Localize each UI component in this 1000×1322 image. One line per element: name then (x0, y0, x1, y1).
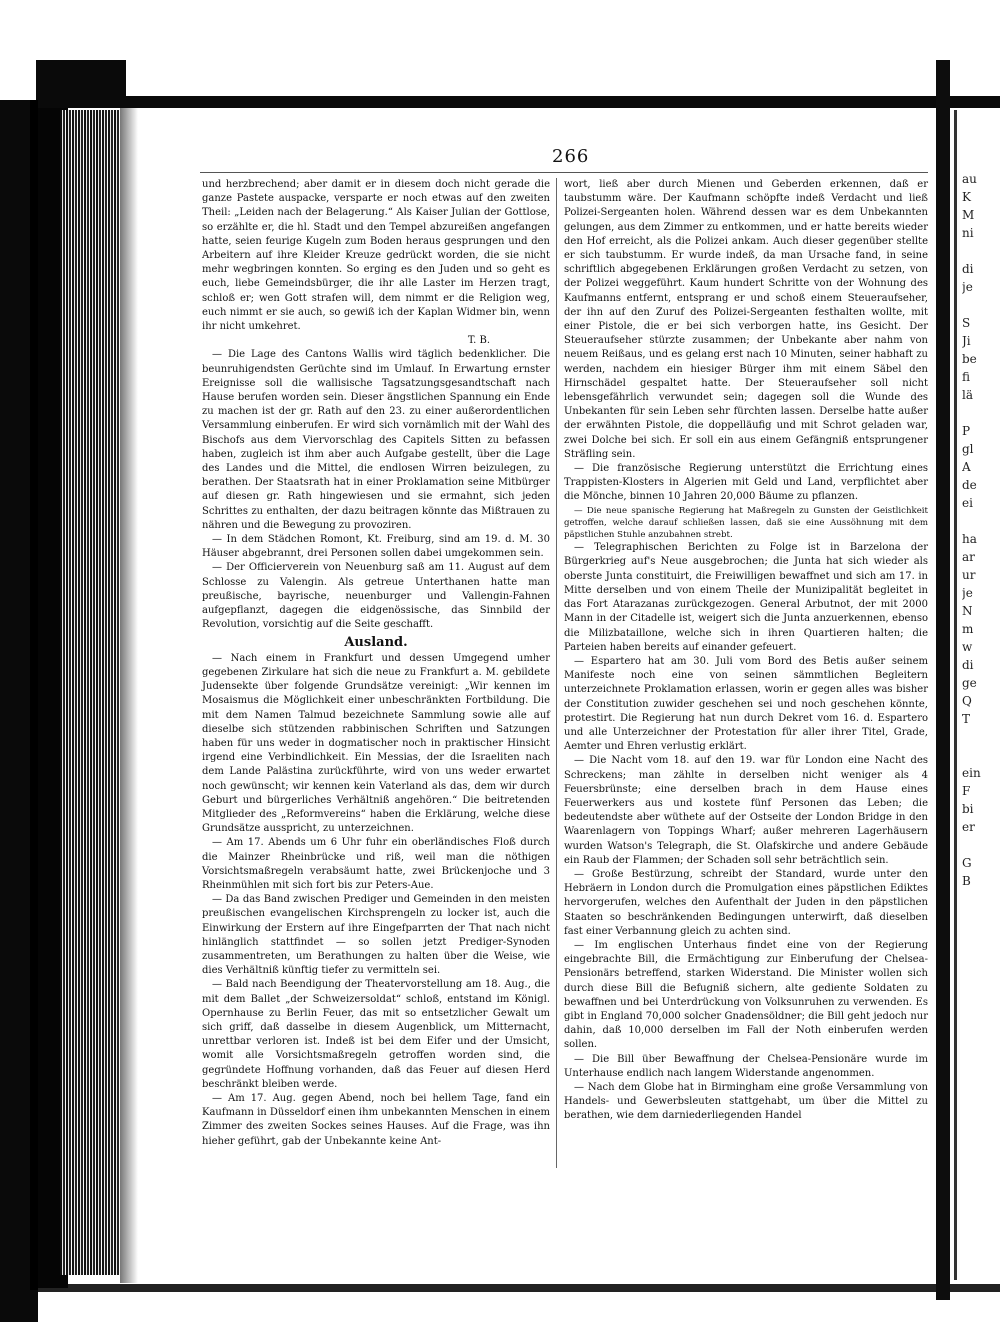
article-paragraph: — Im englischen Unterhaus findet eine von der Regierung eingebrachte Bill, die Ermächtigung zur Einberufung der Chelsea-Pensionärs betreffend, starken Widerstand. Die Minister wollen sich durch diese Bill die Befugniß sichern, alte gediente Soldaten zu bewaffnen und bei Unterdrückung von Volksunruhen zu verwenden. Es gibt in England 70,000 solcher Gnadensöldner; die Bill geht jedoch nur dahin, daß 10,000 derselben im Fall der Noth einberufen werden sollen. (564, 939, 928, 1051)
right-column (564, 178, 928, 1124)
left-column (202, 178, 550, 1149)
article-paragraph: — Am 17. Abends um 6 Uhr fuhr ein oberländisches Floß durch die Mainzer Rheinbrücke und riß, weil man die nöthigen Vorsichtsmaßregeln verabsäumt hatte, zwei Brückenjoche und 3 Rheinmühlen mit sich fort bis zur Peters-Aue. (202, 837, 550, 891)
scan-border-right (936, 60, 950, 1300)
facing-page-text-fragment: er (962, 820, 975, 834)
facing-page-text-fragment: fi (962, 370, 971, 384)
page-number: 266 (552, 146, 590, 167)
facing-page-text-fragment: G (962, 856, 972, 870)
article-paragraph-small: — Die neue spanische Regierung hat Maßregeln zu Gunsten der Geistlichkeit getroffen, welche darauf schließen lassen, daß sie eine Aussöhnung mit dem päpstlichen Stuhle anzubahnen strebt. (564, 505, 928, 541)
facing-page-text-fragment: bi (962, 802, 974, 816)
facing-page-text-fragment: ur (962, 568, 976, 582)
facing-page-text-fragment: A (962, 460, 971, 474)
section-heading: Ausland. (344, 634, 408, 650)
facing-page-text-fragment: ge (962, 676, 977, 690)
article-paragraph: — Die Lage des Cantons Wallis wird täglich bedenklicher. Die beunruhigendsten Gerüchte sind im Umlauf. In Erwartung ernster Ereignisse soll die wallisische Tagsatzungsgesandtschaft nach Hause berufen worden sein. Dieser ängstlichen Spannung ein Ende zu machen ist der gr. Rath auf den 23. zu einer außerordentlichen Versammlung einberufen. Er wird sich vornämlich mit der Wahl des Bischofs aus dem Viervorschlag des Capitels Sitten zu befassen haben, zugleich ist ihm aber auch Aufgabe gestellt, über die Lage des Landes und die Mittel, die endlosen Wirren beizulegen, zu berathen. Der Staatsrath hat in einer Proklamation seine Mitbürger auf diesen gr. Rath hingewiesen und sie ermahnt, sich jeden Schrittes zu enthalten, der dazu beitragen könnte das Mißtrauen zu nähren und die Bewegung zu provoziren. (202, 349, 550, 531)
facing-page-fragment (962, 170, 1000, 1230)
article-paragraph: — Telegraphischen Berichten zu Folge ist in Barzelona der Bürgerkrieg auf's Neue ausgebrochen; die Junta hat sich wieder als oberste Junta constituirt, die Freiwilligen bewaffnet und sich am 17. in Mitte derselben und von einem Theile der Munizipalität begleitet in das Fort Atarazanas zurückgezogen. General Arbutnot, der mit 2000 Mann in der Citadelle ist, weigert sich die Junta anzuerkennen, ebenso die Milizbataillone, welche sich in ihren Quartieren halten; die Parteien haben bereits auf einander gefeuert. (564, 542, 928, 653)
facing-page-text-fragment: w (962, 640, 973, 654)
facing-page-text-fragment (962, 296, 1000, 314)
scan-border-top (38, 96, 1000, 108)
article-paragraph: — Am 17. Aug. gegen Abend, noch bei hellem Tage, fand ein Kaufmann in Düsseldorf einen ihm unbekannten Menschen in einem Zimmer des zweiten Sockes seines Hauses. Auf die Frage, was ihn hieher geführt, gab der Unbekannte keine Ant- (202, 1093, 550, 1147)
facing-page-text-fragment: di (962, 658, 974, 672)
facing-page-text-fragment: ei (962, 496, 973, 510)
facing-page-text-fragment (962, 728, 1000, 746)
article-paragraph: — Die französische Regierung unterstützt die Errichtung eines Trappisten-Klosters in Algerien mit Geld und Land, verpflichtet aber die Mönche, binnen 10 Jahren 20,000 Bäume zu pflanzen. (564, 463, 928, 503)
facing-page-text-fragment: B (962, 874, 971, 888)
article-paragraph: — Die Bill über Bewaffnung der Chelsea-Pensionäre wurde im Unterhause endlich nach langem Widerstande angenommen. (564, 1053, 928, 1079)
facing-page-text-fragment: di (962, 262, 974, 276)
scan-border-top-corner (36, 60, 126, 100)
column-divider (556, 178, 557, 1168)
facing-page-text-fragment: K (962, 190, 971, 204)
facing-page-text-fragment: Ji (962, 334, 971, 348)
facing-page-text-fragment: ar (962, 550, 975, 564)
scan-border-right-line (954, 110, 957, 1280)
facing-page-text-fragment (962, 242, 1000, 260)
scan-border-bottom (38, 1284, 1000, 1292)
article-paragraph: — In dem Städchen Romont, Kt. Freiburg, sind am 19. d. M. 30 Häuser abgebrannt, drei Personen sollen dabei umgekommen sein. (202, 534, 550, 560)
article-paragraph: — Nach dem Globe hat in Birmingham eine große Versammlung von Handels- und Gewerbsleuten stattgehabt, um über die Mittel zu berathen, wie dem darniederliegenden Handel (564, 1082, 928, 1122)
facing-page-text-fragment: je (962, 280, 973, 294)
facing-page-text-fragment: au (962, 172, 977, 186)
facing-page-text-fragment: F (962, 784, 971, 798)
facing-page-text-fragment: lä (962, 388, 973, 402)
article-paragraph: — Bald nach Beendigung der Theatervorstellung am 18. Aug., die mit dem Ballet „der Schweizersoldat“ schloß, entstand im Königl. Opernhause zu Berlin Feuer, das mit so entsetzlicher Gewalt um sich griff, daß dasselbe in diesem Augenblick, um Mitternacht, unrettbar verloren ist. Indeß ist bei dem Eifer und der Umsicht, womit alle Vorsichtsmaßregeln getroffen worden sind, die gegründete Hoffnung vorhanden, daß das Feuer auf diesen Herd beschränkt bleiben werde. (202, 979, 550, 1090)
facing-page-text-fragment: M (962, 208, 975, 222)
facing-page-text-fragment: gl (962, 442, 974, 456)
article-paragraph: — Der Officierverein von Neuenburg saß am 11. August auf dem Schlosse zu Valengin. Als getreue Unterthanen hatte man preußische, bayrische, neuenburger und Vallengin-Fahnen aufgepflanzt, dagegen die eidgenössische, das Sinnbild der Revolution, vorsichtig auf die Seite geschafft. (202, 562, 550, 631)
facing-page-text-fragment: de (962, 478, 977, 492)
article-paragraph: wort, ließ aber durch Mienen und Geberden erkennen, daß er taubstumm wäre. Der Kaufmann schöpfte indeß Verdacht und ließ Polizei-Sergeanten holen. Während dessen war es dem Unbekannten gelungen, aus dem Zimmer zu entkommen, und er hatte bereits wieder den Hof erreicht, als die Polizei ankam. Auch dieser gegenüber stellte er sich taubstumm. Er wurde indeß, da man Ursache fand, in seine schriftlich abgegebenen Erklärungen großen Verdacht zu setzen, von der Polizei weggeführt. Kaum hundert Schritte von der Wohnung des Kaufmanns entfernt, entsprang er und schoß einem Steueraufseher, der ihn auf den Zuruf des Polizei-Sergeanten festhalten wollte, mit einer Pistole, die er bei sich verborgen hatte, ins Gesicht. Der Steueraufseher stürzte zusammen; der Unbekante aber nahm von neuem Reißaus, und es gelang erst nach 10 Minuten, seiner habhaft zu werden, nachdem ein hiesiger Bürger ihm mit einem Säbel den Hirnschädel gespaltet hatte. Der Steueraufseher soll nicht lebensgefährlich verwundet sein; dagegen soll die Wunde des Unbekanten für sein Leben sehr fürchten lassen. Derselbe hatte außer der erwähnten Pistole, die doppelläufig und mit Schrot geladen war, zwei Dolche bei sich. Er soll ein aus einem Gefängniß entsprungener Sträfling sein. (564, 179, 928, 460)
facing-page-text-fragment: je (962, 586, 973, 600)
facing-page-text-fragment: Q (962, 694, 972, 708)
article-paragraph: — Da das Band zwischen Prediger und Gemeinden in den meisten preußischen evangelischen Kirchsprengeln zu locker ist, auch die Einwirkung der Erstern auf ihre Eingefparrten der That nach nicht hinlänglich stattfindet — so sollen jetzt Prediger-Synoden zusammentreten, um Berathungen zu halten über die Weise, wie dies Verhältniß künftig tiefer zu vermitteln sei. (202, 894, 550, 977)
facing-page-text-fragment: T (962, 712, 971, 726)
article-signature: T. B. (467, 335, 490, 347)
facing-page-text-fragment: N (962, 604, 973, 618)
facing-page-text-fragment: be (962, 352, 977, 366)
facing-page-text-fragment: ein (962, 766, 981, 780)
header-rule (200, 172, 928, 173)
facing-page-text-fragment: m (962, 622, 974, 636)
page-clip (30, 100, 38, 1290)
facing-page-text-fragment: S (962, 316, 971, 330)
article-paragraph: — Große Bestürzung, schreibt der Standard, wurde unter den Hebräern in London durch die Promulgation eines päpstlichen Ediktes hervorgerufen, welches den Aufenthalt der Juden in den päpstlichen Staaten so beschränkenden Bedingungen unterwirft, daß dieselben fast einer Verbannung gleich zu achten sind. (564, 868, 928, 937)
book-page-edges (60, 110, 120, 1275)
article-paragraph: — Nach einem in Frankfurt und dessen Umgegend umher gegebenen Zirkulare hat sich die neue zu Frankfurt a. M. gebildete Judensekte über folgende Grundsätze vereinigt: „Wir kennen im Mosaismus die Möglichkeit einer unbeschränkten Fortbildung. Die mit dem Namen Talmud bezeichnete Sammlung sowie alle auf dieselbe sich stützenden rabbinischen Schriften und Satzungen haben für uns weder in dogmatischer noch in praktischer Hinsicht irgend eine Verbindlichkeit. Ein Messias, der die Israeliten nach dem Lande Palästina zurückführte, wird von uns weder erwartet noch gewünscht; wir kennen kein Vaterland als das, dem wir durch Geburt und bürgerliches Verhältniß angehören.“ Die beitretenden Mitglieder des „Reformvereins“ haben die Erklärung, welche diese Grundsätze ausspricht, zu unterzeichnen. (202, 652, 550, 835)
gutter-shadow (120, 108, 138, 1283)
facing-page-text-fragment (962, 836, 1000, 854)
facing-page-text-fragment: ha (962, 532, 977, 546)
article-paragraph: — Die Nacht vom 18. auf den 19. war für London eine Nacht des Schreckens; man zählte in derselben nicht weniger als 4 Feuersbrünste; eine derselben brach in dem Hause eines Feuerwerkers aus und kostete fünf Personen das Leben; die bedeutendste aber wüthete auf der Ostseite der London Bridge in den Waarenlagern von Toppings Wharf; außer mehreren Lagerhäusern wurden Watson's Telegraph, die St. Olafskirche und andere Gebäude ein Raub der Flammen; der Schaden soll sehr beträchtlich sein. (564, 755, 928, 866)
facing-page-text-fragment: P (962, 424, 971, 438)
facing-page-text-fragment: ni (962, 226, 974, 240)
facing-page-text-fragment (962, 404, 1000, 422)
article-paragraph: und herzbrechend; aber damit er in diesem doch nicht gerade die ganze Pastete auspacke, versparte er noch etwas auf den zweiten Theil: „Leiden nach der Belagerung.“ Als Kaiser Julian der Gottlose, so erzählte er, die hl. Stadt und den Tempel abzureißen angefangen hatte, seien feurige Kugeln zum Boden heraus gesprungen und den Arbeitern auf ihre Kleider Kreuze gedrückt worden, die sie nicht mehr wegbringen konnten. So erging es den Juden und so geht es euch, liebe Gemeindsbürger, die ihr alle Laster im Herzen tragt, schloß er; wen Gott strafen will, dem nimmt er die Religion weg, euch nimmt er sie auch, so gewiß ich der Kaplan Widmer bin, wenn ihr nicht umkehret. (202, 179, 550, 333)
facing-page-text-fragment (962, 746, 1000, 764)
facing-page-text-fragment (962, 512, 1000, 530)
article-paragraph: — Espartero hat am 30. Juli vom Bord des Betis außer seinem Manifeste noch eine von seinen sämmtlichen Begleitern unterzeichnete Proklamation erlassen, worin er gegen alles was bisher der Constitution zuwider geschehen sei und noch geschehen könnte, protestirt. Die Regierung hat nun durch Dekret vom 16. d. Espartero und alle Unterzeichner der Protestation für aller ihrer Titel, Grade, Aemter und Ehren verlustig erklärt. (564, 655, 928, 753)
